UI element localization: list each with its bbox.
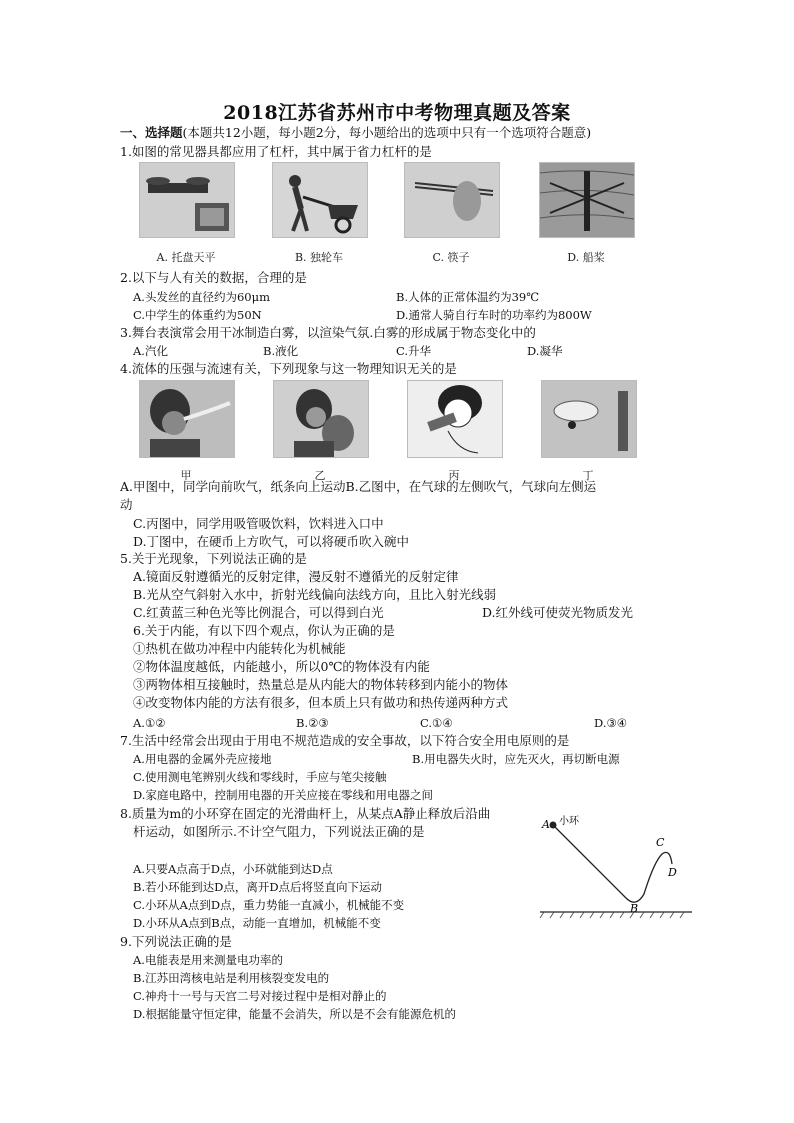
question-2-option-a: A.头发丝的直径约为60μm [133,290,270,304]
question-6-option-b: B.②③ [296,716,329,730]
question-4-stem: 4.流体的压强与流速有关，下列现象与这一物理知识无关的是 [120,361,457,376]
question-5-option-d: D.红外线可使荧光物质发光 [482,605,634,620]
question-2-option-d: D.通常人骑自行车时的功率约为800W [396,308,592,322]
question-4-option-d: D.丁图中，在硬币上方吹气，可以将硬币吹入碗中 [133,534,410,549]
question-3-stem: 3.舞台表演常会用干冰制造白雾，以渲染气氛.白雾的形成属于物态变化中的 [120,325,536,340]
question-8-stem-line2: 杆运动，如图所示.不计空气阻力，下列说法正确的是 [133,824,425,839]
question-9-option-a: A.电能表是用来测量电功率的 [133,953,283,967]
caption-jia: 甲 [180,469,192,482]
question-7-option-b: B.用电器失火时，应先灭火，再切断电源 [412,752,620,766]
straw-drink-image [407,380,503,458]
question-7-option-c: C.使用测电笔辨别火线和零线时，手应与笔尖接触 [133,770,387,784]
chopsticks-image [404,162,500,238]
question-9-option-d: D.根据能量守恒定律，能量不会消失，所以是不会有能源危机的 [133,1007,456,1021]
question-4-option-c: C.丙图中，同学用吸管吸饮料，饮料进入口中 [133,516,384,531]
question-9-stem: 9.下列说法正确的是 [120,934,232,949]
question-4-options-ab-continued: 动 [120,497,133,512]
oar-boat-image [539,162,635,238]
question-5-option-a: A.镜面反射遵循光的反射定律，漫反射不遵循光的反射定律 [133,569,459,584]
question-1-stem: 1.如图的常见器具都应用了杠杆，其中属于省力杠杆的是 [120,144,432,159]
question-6-statement-1: ①热机在做功冲程中内能转化为机械能 [133,641,346,656]
caption-yi: 乙 [314,469,326,482]
curved-rod-diagram [536,812,696,920]
question-8-option-d: D.小环从A点到B点，动能一直增加，机械能不变 [133,916,381,930]
question-8-option-b: B.若小环能到达D点，离开D点后将竖直向下运动 [133,880,383,894]
question-4-options-ab: A.甲图中，同学向前吹气，纸条向上运动B.乙图中，在气球的左侧吹气，气球向左侧运 [120,479,597,494]
caption-balance: A. 托盘天平 [156,251,216,264]
question-8-option-a: A.只要A点高于D点，小环就能到达D点 [133,862,333,876]
ground-hatching [540,912,684,918]
ring-label: 小环 [559,816,579,827]
question-6-statement-4: ④改变物体内能的方法有很多，但本质上只有做功和热传递两种方式 [133,695,509,710]
question-6-option-a: A.①② [133,716,166,730]
question-7-option-d: D.家庭电路中，控制用电器的开关应接在零线和用电器之间 [133,788,433,802]
caption-oar: D. 船桨 [567,251,605,264]
question-6-option-c: C.①④ [420,716,453,730]
question-2-option-b: B.人体的正常体温约为39℃ [396,290,540,304]
point-c-label: C [656,836,665,849]
point-b-label: B [630,902,639,915]
point-a-label: A [542,818,550,831]
question-9-option-b: B.江苏田湾核电站是利用核裂变发电的 [133,971,330,985]
question-9-option-c: C.神舟十一号与天宫二号对接过程中是相对静止的 [133,989,387,1003]
balance-scale-image [139,162,235,238]
question-6-statement-2: ②物体温度越低，内能越小，所以0℃的物体没有内能 [133,659,430,674]
question-5-option-c: C.红黄蓝三种色光等比例混合，可以得到白光 [133,605,384,620]
question-6-stem: 6.关于内能，有以下四个观点，你认为正确的是 [133,623,395,638]
blowing-paper-image [139,380,235,458]
question-7-option-a: A.用电器的金属外壳应接地 [133,752,272,766]
question-3-option-a: A.汽化 [133,344,168,358]
wheelbarrow-image [272,162,368,238]
question-3-option-b: B.液化 [263,344,299,358]
question-2-stem: 2.以下与人有关的数据，合理的是 [120,270,307,285]
section-description: (本题共12小题，每小题2分，每小题给出的选项中只有一个选项符合题意) [182,125,592,140]
caption-ding: 丁 [582,469,594,482]
question-3-option-c: C.升华 [396,344,432,358]
balloon-image [273,380,369,458]
question-2-option-c: C.中学生的体重约为50N [133,308,262,322]
ring-marker [550,822,557,829]
caption-bing: 丙 [448,469,460,482]
section-label: 一、选择题 [120,125,183,140]
question-8-option-c: C.小环从A点到D点，重力势能一直减小，机械能不变 [133,898,405,912]
caption-wheelbarrow: B. 独轮车 [294,251,344,264]
question-5-stem: 5.关于光现象，下列说法正确的是 [120,551,307,566]
question-6-statement-3: ③两物体相互接触时，热量总是从内能大的物体转移到内能小的物体 [133,677,509,692]
section-heading [120,124,591,142]
question-5-option-b: B.光从空气斜射入水中，折射光线偏向法线方向，且比入射光线弱 [133,587,497,602]
question-6-option-d: D.③④ [594,716,628,730]
question-8-stem-line1: 8.质量为m的小环穿在固定的光滑曲杆上，从某点A静止释放后沿曲 [120,806,491,821]
question-7-stem: 7.生活中经常会出现由于用电不规范造成的安全事故，以下符合安全用电原则的是 [120,733,570,748]
coin-bowl-image [541,380,637,458]
page-title: 2018江苏省苏州市中考物理真题及答案 [223,102,571,124]
point-d-label: D [668,866,677,879]
caption-chopsticks: C. 筷子 [432,251,470,264]
question-3-option-d: D.凝华 [527,344,563,358]
